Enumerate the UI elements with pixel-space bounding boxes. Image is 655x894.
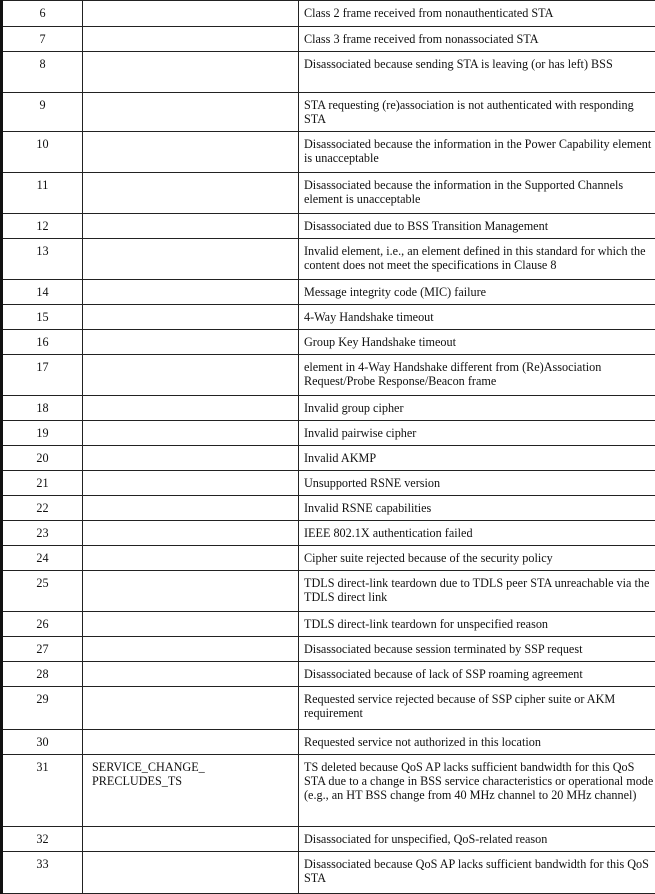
reason-code-cell: 24 <box>2 546 83 571</box>
reason-code-cell: 21 <box>2 471 83 496</box>
reason-meaning-cell: Message integrity code (MIC) failure <box>299 280 655 305</box>
reason-name-cell <box>83 421 299 446</box>
reason-name-cell <box>83 1 299 27</box>
reason-meaning-cell: Disassociated for unspecified, QoS-related reason <box>299 827 655 852</box>
reason-name-cell: SERVICE_CHANGE_ PRECLUDES_TS <box>83 755 299 827</box>
reason-name-cell <box>83 571 299 612</box>
reason-meaning-cell: Disassociated because session terminated by SSP request <box>299 637 655 662</box>
reason-name-cell <box>83 662 299 687</box>
reason-code-cell: 20 <box>2 446 83 471</box>
reason-meaning-cell: Invalid group cipher <box>299 396 655 421</box>
reason-meaning-cell: Cipher suite rejected because of the security policy <box>299 546 655 571</box>
reason-meaning-cell: Invalid RSNE capabilities <box>299 496 655 521</box>
reason-code-cell: 6 <box>2 1 83 27</box>
reason-name-cell <box>83 546 299 571</box>
reason-name-cell <box>83 239 299 280</box>
reason-code-cell: 13 <box>2 239 83 280</box>
reason-meaning-cell: STA requesting (re)association is not authenticated with responding STA <box>299 93 655 132</box>
reason-name-cell <box>83 852 299 894</box>
table-row <box>2 662 655 687</box>
reason-meaning-cell: Requested service rejected because of SSP cipher suite or AKM requirement <box>299 687 655 730</box>
reason-meaning-cell: element in 4-Way Handshake different from (Re)Association Request/Probe Response/Beacon frame <box>299 355 655 396</box>
reason-name-cell <box>83 52 299 93</box>
reason-code-cell: 29 <box>2 687 83 730</box>
table-row <box>2 421 655 446</box>
reason-name-cell <box>83 93 299 132</box>
reason-meaning-cell: Disassociated because of lack of SSP roaming agreement <box>299 662 655 687</box>
table-row <box>2 571 655 612</box>
reason-code-cell: 10 <box>2 132 83 173</box>
reason-meaning-cell: Invalid element, i.e., an element defined in this standard for which the content does not meet the specifications in Clause 8 <box>299 239 655 280</box>
reason-code-cell: 14 <box>2 280 83 305</box>
reason-code-cell: 9 <box>2 93 83 132</box>
reason-meaning-cell: TS deleted because QoS AP lacks sufficient bandwidth for this QoS STA due to a change in BSS service characteristics or operational mode (e.g., an HT BSS change from 40 MHz channel to 20 MHz channel) <box>299 755 655 827</box>
table-row <box>2 396 655 421</box>
table-row <box>2 239 655 280</box>
reason-meaning-cell: Invalid pairwise cipher <box>299 421 655 446</box>
table-row <box>2 521 655 546</box>
reason-code-cell: 27 <box>2 637 83 662</box>
reason-code-cell: 32 <box>2 827 83 852</box>
reason-name-cell <box>83 330 299 355</box>
reason-code-cell: 25 <box>2 571 83 612</box>
table-row <box>2 280 655 305</box>
reason-meaning-cell: Disassociated because QoS AP lacks sufficient bandwidth for this QoS STA <box>299 852 655 894</box>
reason-name-cell <box>83 173 299 214</box>
reason-code-cell: 23 <box>2 521 83 546</box>
reason-meaning-cell: Disassociated because sending STA is leaving (or has left) BSS <box>299 52 655 93</box>
table-row <box>2 93 655 132</box>
reason-name-cell <box>83 27 299 52</box>
reason-code-cell: 22 <box>2 496 83 521</box>
reason-meaning-cell: Invalid AKMP <box>299 446 655 471</box>
reason-name-cell <box>83 730 299 755</box>
reason-name-cell <box>83 637 299 662</box>
reason-code-cell: 31 <box>2 755 83 827</box>
reason-code-cell: 26 <box>2 612 83 637</box>
reason-code-cell: 16 <box>2 330 83 355</box>
reason-name-cell <box>83 687 299 730</box>
reason-code-cell: 18 <box>2 396 83 421</box>
table-row <box>2 214 655 239</box>
reason-meaning-cell: IEEE 802.1X authentication failed <box>299 521 655 546</box>
reason-name-cell <box>83 305 299 330</box>
table-row <box>2 52 655 93</box>
reason-name-cell <box>83 827 299 852</box>
reason-meaning-cell: 4-Way Handshake timeout <box>299 305 655 330</box>
reason-name-cell <box>83 355 299 396</box>
table-row <box>2 446 655 471</box>
reason-code-cell: 28 <box>2 662 83 687</box>
table-row <box>2 852 655 894</box>
table-row <box>2 132 655 173</box>
reason-code-cell: 8 <box>2 52 83 93</box>
reason-meaning-cell: TDLS direct-link teardown for unspecified reason <box>299 612 655 637</box>
reason-code-cell: 15 <box>2 305 83 330</box>
reason-name-cell <box>83 132 299 173</box>
table-row <box>2 27 655 52</box>
table-row <box>2 730 655 755</box>
reason-meaning-cell: TDLS direct-link teardown due to TDLS peer STA unreachable via the TDLS direct link <box>299 571 655 612</box>
reason-name-cell <box>83 496 299 521</box>
reason-meaning-cell: Disassociated due to BSS Transition Management <box>299 214 655 239</box>
table-row <box>2 637 655 662</box>
table-row <box>2 755 655 827</box>
table-row <box>2 305 655 330</box>
table-row <box>2 612 655 637</box>
reason-name-cell <box>83 396 299 421</box>
reason-meaning-cell: Unsupported RSNE version <box>299 471 655 496</box>
reason-meaning-cell: Group Key Handshake timeout <box>299 330 655 355</box>
table-row <box>2 1 655 27</box>
reason-name-cell <box>83 612 299 637</box>
table-row <box>2 496 655 521</box>
reason-code-cell: 12 <box>2 214 83 239</box>
reason-name-cell <box>83 471 299 496</box>
table-row <box>2 355 655 396</box>
reason-code-cell: 30 <box>2 730 83 755</box>
reason-name-cell <box>83 446 299 471</box>
table-row <box>2 827 655 852</box>
reason-name-cell <box>83 280 299 305</box>
reason-name-cell <box>83 521 299 546</box>
table-row <box>2 546 655 571</box>
reason-code-cell: 19 <box>2 421 83 446</box>
reason-meaning-cell: Class 2 frame received from nonauthenticated STA <box>299 1 655 27</box>
table-row <box>2 687 655 730</box>
reason-meaning-cell: Disassociated because the information in the Power Capability element is unacceptable <box>299 132 655 173</box>
reason-meaning-cell: Requested service not authorized in this location <box>299 730 655 755</box>
table-row <box>2 173 655 214</box>
reason-code-cell: 33 <box>2 852 83 894</box>
reason-code-cell: 17 <box>2 355 83 396</box>
reason-meaning-cell: Disassociated because the information in the Supported Channels element is unacceptable <box>299 173 655 214</box>
reason-meaning-cell: Class 3 frame received from nonassociated STA <box>299 27 655 52</box>
table-body <box>2 1 655 894</box>
reason-code-cell: 11 <box>2 173 83 214</box>
table-row <box>2 471 655 496</box>
table-row <box>2 330 655 355</box>
reason-code-cell: 7 <box>2 27 83 52</box>
reason-name-cell <box>83 214 299 239</box>
